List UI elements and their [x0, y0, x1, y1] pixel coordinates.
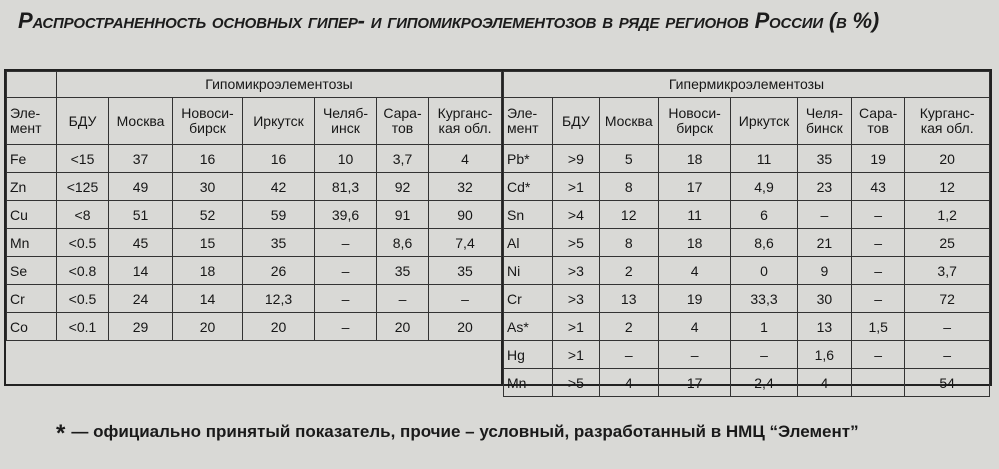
value-cell: 2,4 — [731, 369, 797, 397]
hypo-column-header: Курганс- кая обл. — [429, 98, 502, 145]
element-cell: Fe — [7, 145, 57, 173]
hypo-column-header: Эле- мент — [7, 98, 57, 145]
value-cell: 81,3 — [315, 173, 377, 201]
value-cell: 35 — [429, 257, 502, 285]
value-cell: 20 — [905, 145, 990, 173]
table-row — [7, 257, 502, 285]
value-cell: – — [731, 341, 797, 369]
value-cell: 33,3 — [731, 285, 797, 313]
value-cell: <0.5 — [57, 229, 109, 257]
value-cell: <8 — [57, 201, 109, 229]
value-cell: 1 — [731, 313, 797, 341]
value-cell: 4 — [599, 369, 658, 397]
value-cell: 19 — [852, 145, 905, 173]
value-cell: >1 — [553, 313, 599, 341]
value-cell: 14 — [109, 257, 173, 285]
element-cell: Cr — [504, 285, 553, 313]
value-cell — [852, 369, 905, 397]
value-cell: 51 — [109, 201, 173, 229]
value-cell: 15 — [173, 229, 243, 257]
element-cell: Co — [7, 313, 57, 341]
value-cell: 20 — [377, 313, 429, 341]
data-table — [4, 69, 992, 391]
hypo-column-header: Челяб- инск — [315, 98, 377, 145]
value-cell: >5 — [553, 369, 599, 397]
value-cell: 91 — [377, 201, 429, 229]
element-cell: Al — [504, 229, 553, 257]
hyper-column-header: Курганс- кая обл. — [905, 98, 990, 145]
value-cell: 1,6 — [797, 341, 851, 369]
value-cell: 29 — [109, 313, 173, 341]
value-cell: <125 — [57, 173, 109, 201]
value-cell: 2 — [599, 257, 658, 285]
value-cell: 18 — [173, 257, 243, 285]
value-cell: 18 — [658, 145, 730, 173]
hyper-column-header: БДУ — [553, 98, 599, 145]
value-cell: >3 — [553, 257, 599, 285]
element-cell: Cr — [7, 285, 57, 313]
value-cell: 4 — [797, 369, 851, 397]
element-cell: Cd* — [504, 173, 553, 201]
value-cell: 59 — [243, 201, 315, 229]
element-cell: Ni — [504, 257, 553, 285]
hypo-table — [6, 71, 502, 341]
value-cell: – — [377, 285, 429, 313]
table-row — [504, 341, 990, 369]
value-cell: 13 — [797, 313, 851, 341]
value-cell: – — [905, 341, 990, 369]
value-cell: >1 — [553, 341, 599, 369]
hyper-column-header: Иркутск — [731, 98, 797, 145]
value-cell: – — [315, 285, 377, 313]
value-cell: 26 — [243, 257, 315, 285]
footnote — [56, 420, 859, 448]
value-cell: 12 — [599, 201, 658, 229]
value-cell: 21 — [797, 229, 851, 257]
hyper-panel — [503, 71, 990, 391]
value-cell: 1,2 — [905, 201, 990, 229]
value-cell: 4,9 — [731, 173, 797, 201]
table-row — [504, 173, 990, 201]
hypo-panel — [6, 71, 503, 384]
value-cell: – — [852, 229, 905, 257]
table-row — [504, 285, 990, 313]
value-cell: – — [315, 313, 377, 341]
value-cell: 8,6 — [731, 229, 797, 257]
table-row — [504, 229, 990, 257]
value-cell: 4 — [429, 145, 502, 173]
value-cell: 43 — [852, 173, 905, 201]
value-cell: 20 — [243, 313, 315, 341]
value-cell: 23 — [797, 173, 851, 201]
element-cell: As* — [504, 313, 553, 341]
hypo-column-header: Новоси- бирск — [173, 98, 243, 145]
value-cell: – — [852, 257, 905, 285]
value-cell: – — [905, 313, 990, 341]
value-cell: 32 — [429, 173, 502, 201]
hyper-table-body — [504, 145, 990, 397]
value-cell: 3,7 — [377, 145, 429, 173]
value-cell: <0.1 — [57, 313, 109, 341]
table-row — [7, 201, 502, 229]
element-cell: Cu — [7, 201, 57, 229]
hypo-corner-cell — [7, 72, 57, 98]
value-cell: 16 — [243, 145, 315, 173]
hyper-column-header: Сара- тов — [852, 98, 905, 145]
hypo-column-header: БДУ — [57, 98, 109, 145]
hyper-column-header: Эле- мент — [504, 98, 553, 145]
value-cell: – — [797, 201, 851, 229]
value-cell: 92 — [377, 173, 429, 201]
element-cell: Mn — [504, 369, 553, 397]
value-cell: 25 — [905, 229, 990, 257]
value-cell: 17 — [658, 369, 730, 397]
element-cell: Se — [7, 257, 57, 285]
value-cell: – — [315, 257, 377, 285]
value-cell: 2 — [599, 313, 658, 341]
table-row — [7, 145, 502, 173]
value-cell: 1,5 — [852, 313, 905, 341]
value-cell: 24 — [109, 285, 173, 313]
element-cell: Hg — [504, 341, 553, 369]
value-cell: 20 — [429, 313, 502, 341]
element-cell: Pb* — [504, 145, 553, 173]
hyper-column-header: Новоси- бирск — [658, 98, 730, 145]
value-cell: 7,4 — [429, 229, 502, 257]
table-row — [7, 285, 502, 313]
page-title: Распространенность основных гипер- и гипомикроэлементозов в ряде регионов России (в %) — [18, 8, 880, 33]
value-cell: 39,6 — [315, 201, 377, 229]
element-cell: Sn — [504, 201, 553, 229]
value-cell: 11 — [731, 145, 797, 173]
value-cell: 16 — [173, 145, 243, 173]
hypo-group-header: Гипомикроэлементозы — [57, 72, 502, 98]
value-cell: 35 — [377, 257, 429, 285]
table-row — [7, 173, 502, 201]
value-cell: 54 — [905, 369, 990, 397]
value-cell: <0.5 — [57, 285, 109, 313]
value-cell: 13 — [599, 285, 658, 313]
value-cell: 6 — [731, 201, 797, 229]
footnote-text: — официально принятый показатель, прочие – условный, разработанный в НМЦ “Элемент” — [71, 422, 859, 441]
value-cell: 19 — [658, 285, 730, 313]
value-cell: – — [658, 341, 730, 369]
table-row — [504, 257, 990, 285]
hyper-group-header: Гипермикроэлементозы — [504, 72, 990, 98]
value-cell: 52 — [173, 201, 243, 229]
hyper-table — [503, 71, 990, 397]
value-cell: 11 — [658, 201, 730, 229]
element-cell: Zn — [7, 173, 57, 201]
hypo-column-header: Сара- тов — [377, 98, 429, 145]
value-cell: 35 — [243, 229, 315, 257]
value-cell: 30 — [173, 173, 243, 201]
table-row — [504, 313, 990, 341]
table-row — [504, 145, 990, 173]
hypo-column-headers — [7, 98, 502, 145]
hyper-column-header: Москва — [599, 98, 658, 145]
value-cell: <0.8 — [57, 257, 109, 285]
value-cell: 14 — [173, 285, 243, 313]
value-cell: 8 — [599, 229, 658, 257]
value-cell: 12,3 — [243, 285, 315, 313]
footnote-asterisk: * — [56, 420, 66, 447]
value-cell: 72 — [905, 285, 990, 313]
value-cell: 8 — [599, 173, 658, 201]
value-cell: >4 — [553, 201, 599, 229]
value-cell: >3 — [553, 285, 599, 313]
element-cell: Mn — [7, 229, 57, 257]
value-cell: 5 — [599, 145, 658, 173]
value-cell: 17 — [658, 173, 730, 201]
table-row — [504, 201, 990, 229]
table-row — [7, 229, 502, 257]
value-cell: 37 — [109, 145, 173, 173]
hyper-column-headers — [504, 98, 990, 145]
value-cell: – — [852, 201, 905, 229]
value-cell: 4 — [658, 313, 730, 341]
value-cell: – — [599, 341, 658, 369]
value-cell: <15 — [57, 145, 109, 173]
value-cell: 49 — [109, 173, 173, 201]
value-cell: – — [852, 341, 905, 369]
value-cell: 30 — [797, 285, 851, 313]
value-cell: 90 — [429, 201, 502, 229]
value-cell: >1 — [553, 173, 599, 201]
value-cell: 4 — [658, 257, 730, 285]
value-cell: 9 — [797, 257, 851, 285]
value-cell: 8,6 — [377, 229, 429, 257]
value-cell: 45 — [109, 229, 173, 257]
value-cell: 0 — [731, 257, 797, 285]
value-cell: 20 — [173, 313, 243, 341]
value-cell: 18 — [658, 229, 730, 257]
value-cell: >9 — [553, 145, 599, 173]
value-cell: 3,7 — [905, 257, 990, 285]
value-cell: 42 — [243, 173, 315, 201]
hypo-column-header: Иркутск — [243, 98, 315, 145]
value-cell: – — [429, 285, 502, 313]
value-cell: 10 — [315, 145, 377, 173]
table-row — [504, 369, 990, 397]
value-cell: – — [315, 229, 377, 257]
hypo-column-header: Москва — [109, 98, 173, 145]
value-cell: 12 — [905, 173, 990, 201]
table-row — [7, 313, 502, 341]
hypo-table-body — [7, 145, 502, 341]
hyper-column-header: Челя- бинск — [797, 98, 851, 145]
value-cell: 35 — [797, 145, 851, 173]
value-cell: – — [852, 285, 905, 313]
value-cell: >5 — [553, 229, 599, 257]
